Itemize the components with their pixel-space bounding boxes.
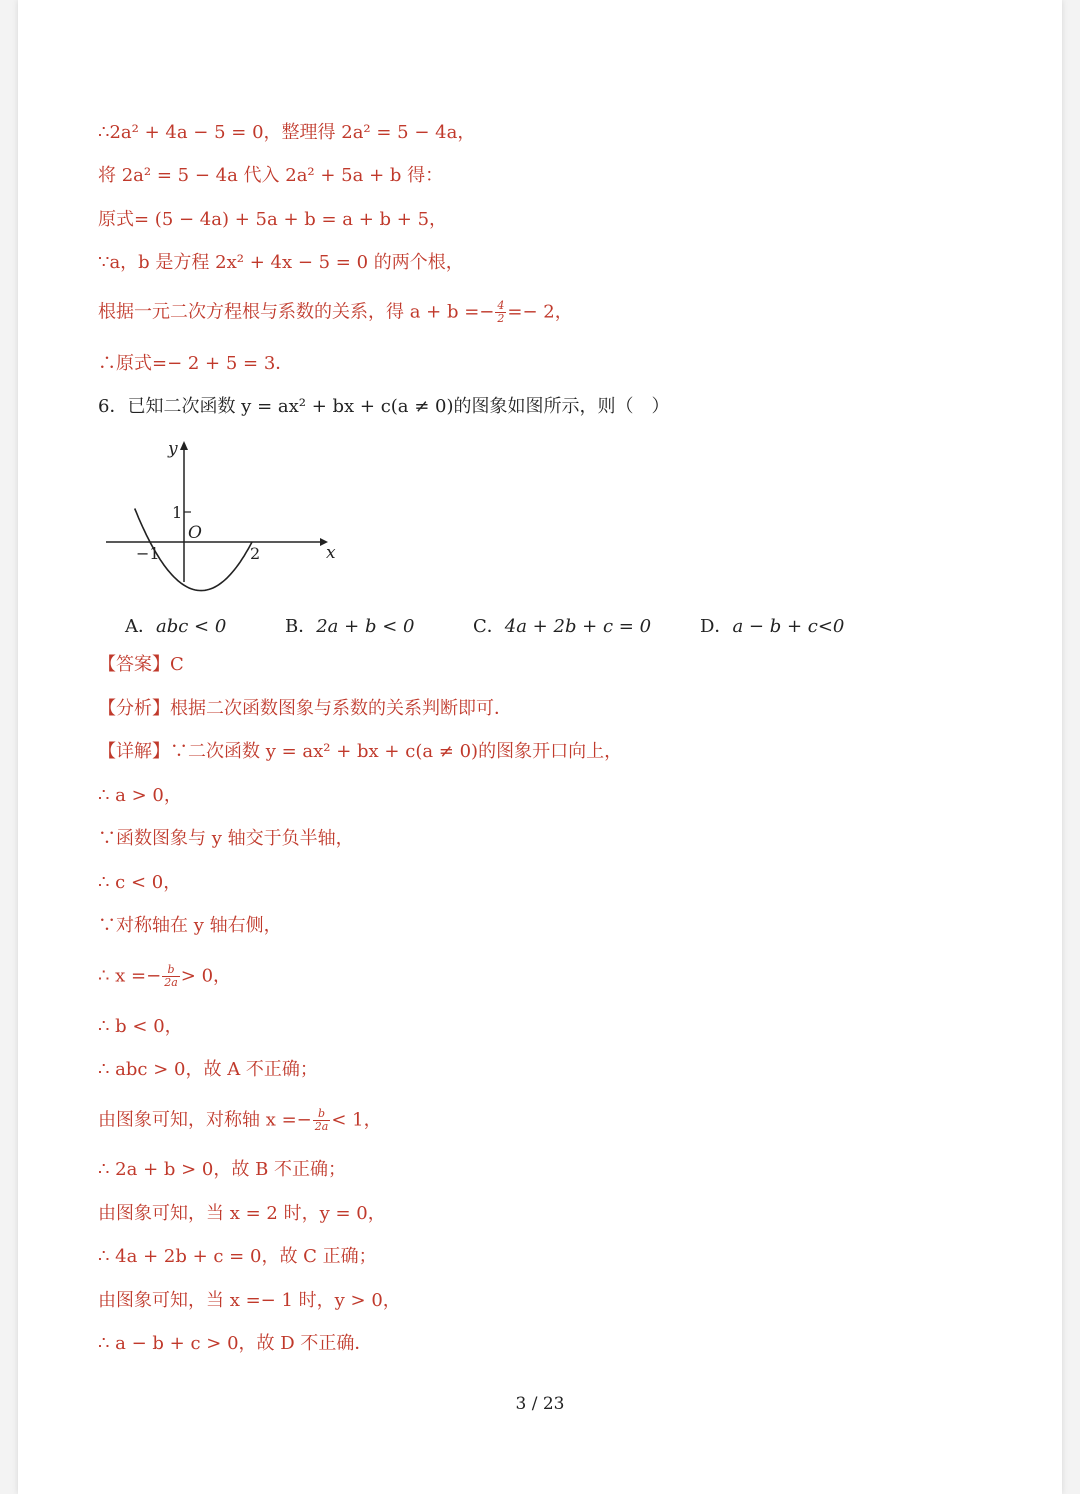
vieta-line: 根据一元二次方程根与系数的关系，得 a + b =− $\frac{4}{2}$ =− 2，: [98, 299, 573, 325]
step-line: ∴ b < 0，: [98, 1016, 183, 1037]
option-a: A．abc < 0: [125, 616, 227, 637]
step-line: ∴ abc > 0，故 A 不正确；: [98, 1059, 318, 1080]
page-number: 3 / 23: [515, 1394, 565, 1414]
solution-line: 原式= (5 − 4a) + 5a + b = a + b + 5，: [98, 209, 448, 230]
option-b: B．2a + b < 0: [285, 616, 415, 637]
fraction: $\frac{b}{2a}$: [164, 963, 178, 989]
option-c: C．4a + 2b + c = 0: [473, 616, 652, 637]
step-line: ∴ a > 0，: [98, 785, 182, 806]
option-d: D．a − b + c<0: [700, 616, 845, 637]
result-line: ∴原式=− 2 + 5 = 3．: [98, 353, 294, 374]
step-line: ∴ a − b + c > 0，故 D 不正确．: [98, 1333, 373, 1354]
step-line: ∴ c < 0，: [98, 872, 182, 893]
document-page: [18, 0, 1062, 1494]
step-line: ∴ 2a + b > 0，故 B 不正确；: [98, 1159, 347, 1180]
solution-line: 将 2a² = 5 − 4a 代入 2a² + 5a + b 得：: [98, 165, 444, 186]
fraction: $\frac{4}{2}$: [497, 299, 505, 325]
y-axis-label: y: [168, 439, 178, 459]
step-line: 由图象可知，当 x =− 1 时，y > 0，: [98, 1290, 401, 1311]
origin-label: O: [188, 523, 202, 543]
parabola-graph: [102, 432, 342, 592]
y-axis-arrow: [180, 441, 188, 450]
step-line: ∴ 4a + 2b + c = 0，故 C 正确；: [98, 1246, 377, 1267]
step-line: 由图象可知，当 x = 2 时，y = 0，: [98, 1203, 386, 1224]
answer-options: [18, 612, 1062, 638]
x-axis-label: x: [326, 543, 336, 563]
fraction: $\frac{b}{2a}$: [314, 1107, 329, 1133]
solution-line: ∵a，b 是方程 2x² + 4x − 5 = 0 的两个根，: [98, 252, 464, 273]
x-tick-label-2: 2: [250, 544, 261, 563]
axis-line-2: 由图象可知，对称轴 x =− $\frac{b}{2a}$ < 1，: [98, 1107, 382, 1133]
axis-line: ∴ x =− $\frac{b}{2a}$ > 0，: [98, 963, 232, 989]
answer-line: 【答案】C: [98, 654, 184, 675]
solution-line: ∴2a² + 4a − 5 = 0，整理得 2a² = 5 − 4a，: [98, 122, 476, 143]
analysis-line: 【分析】根据二次函数图象与系数的关系判断即可．: [98, 698, 512, 719]
x-tick-label-minus1: −1: [136, 544, 160, 563]
step-line: ∵对称轴在 y 轴右侧，: [98, 915, 282, 936]
y-tick-label: 1: [172, 503, 183, 522]
detail-line: 【详解】∵二次函数 y = ax² + bx + c(a ≠ 0)的图象开口向上，: [98, 741, 623, 762]
step-line: ∵函数图象与 y 轴交于负半轴，: [98, 828, 354, 849]
question-stem: 6．已知二次函数 y = ax² + bx + c(a ≠ 0)的图象如图所示，则（ ）: [98, 396, 670, 417]
